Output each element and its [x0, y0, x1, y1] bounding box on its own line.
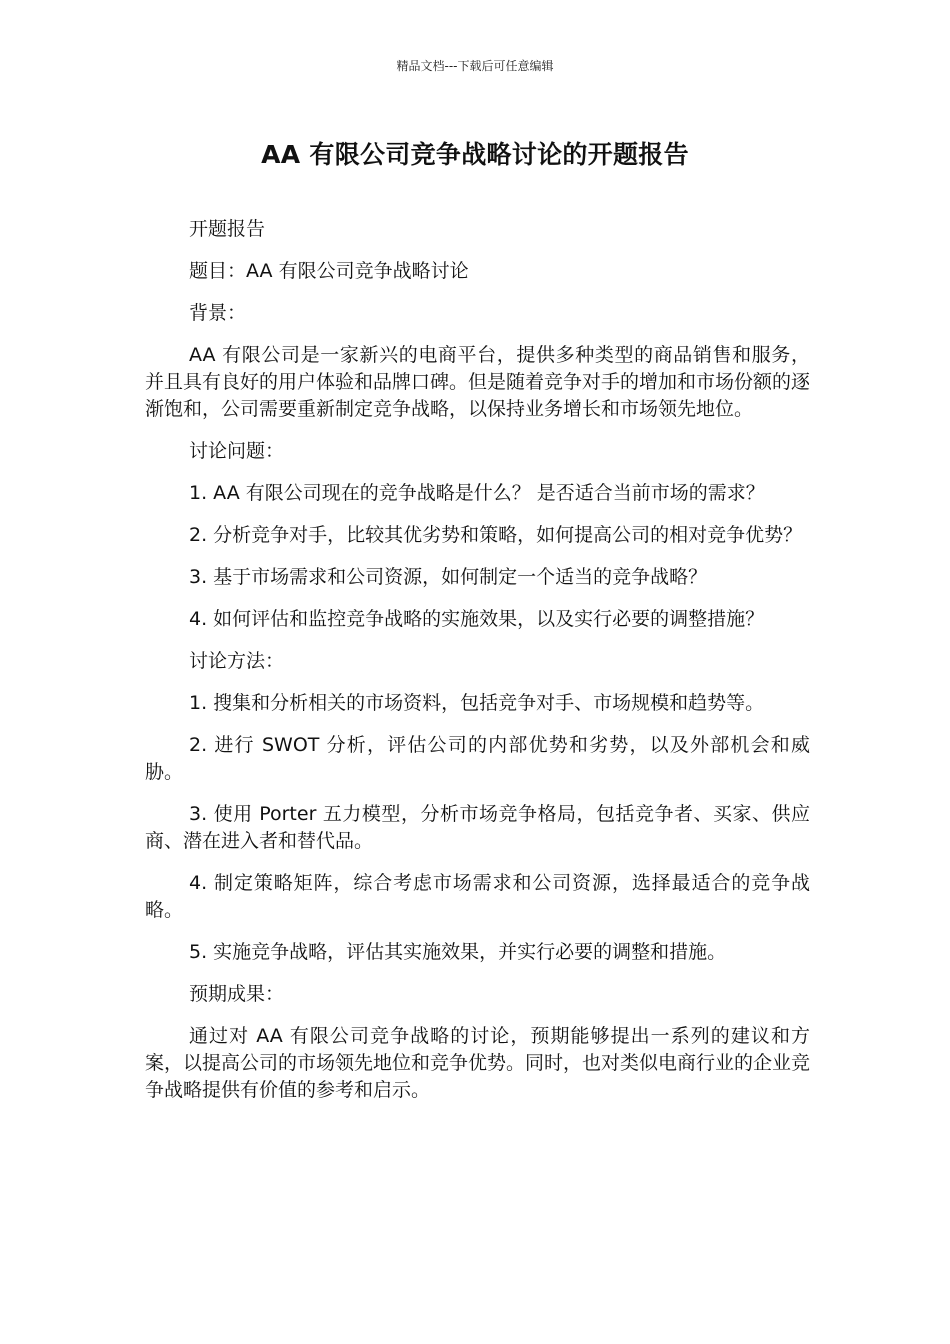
paragraph-question-2: 2. 分析竞争对手，比较其优劣势和策略，如何提高公司的相对竞争优势？	[189, 524, 803, 546]
paragraph-topic: 题目：AA 有限公司竞争战略讨论	[189, 260, 469, 282]
paragraph-background-heading: 背景：	[189, 302, 247, 324]
document-body	[145, 216, 810, 1119]
paragraph-question-3: 3. 基于市场需求和公司资源，如何制定一个适当的竞争战略？	[189, 566, 708, 588]
document-title: AA 有限公司竞争战略讨论的开题报告	[261, 140, 689, 169]
paragraph-report-label: 开题报告	[189, 218, 266, 240]
paragraph-question-4: 4. 如何评估和监控竞争战略的实施效果，以及实行必要的调整措施？	[189, 608, 765, 630]
paragraph-method-1: 1. 搜集和分析相关的市场资料，包括竞争对手、市场规模和趋势等。	[189, 692, 765, 714]
paragraph-question-1: 1. AA 有限公司现在的竞争战略是什么？ 是否适合当前市场的需求？	[189, 482, 765, 504]
paragraph-outcomes-text: 通过对 AA 有限公司竞争战略的讨论，预期能够提出一系列的建议和方案，以提高公司的市场领先地位和竞争优势。同时，也对类似电商行业的企业竞争战略提供有价值的参考和启示。	[145, 1025, 811, 1101]
paragraph-outcomes-heading: 预期成果：	[189, 983, 285, 1005]
paragraph-method-4: 4. 制定策略矩阵，综合考虑市场需求和公司资源，选择最适合的竞争战略。	[145, 872, 810, 921]
paragraph-methods-heading: 讨论方法：	[189, 650, 285, 672]
paragraph-method-5: 5. 实施竞争战略，评估其实施效果，并实行必要的调整和措施。	[189, 941, 727, 963]
header-note: 精品文档---下载后可任意编辑	[396, 59, 554, 73]
paragraph-method-3: 3. 使用 Porter 五力模型，分析市场竞争格局，包括竞争者、买家、供应商、潜在进入者和替代品。	[145, 803, 810, 852]
paragraph-background-text: AA 有限公司是一家新兴的电商平台，提供多种类型的商品销售和服务，并且具有良好的用户体验和品牌口碑。但是随着竞争对手的增加和市场份额的逐渐饱和，公司需要重新制定竞争战略，以保持业务增长和市场领先地位。	[145, 344, 811, 420]
paragraph-method-2: 2. 进行 SWOT 分析，评估公司的内部优势和劣势，以及外部机会和威胁。	[145, 734, 810, 783]
paragraph-questions-heading: 讨论问题：	[189, 440, 285, 462]
